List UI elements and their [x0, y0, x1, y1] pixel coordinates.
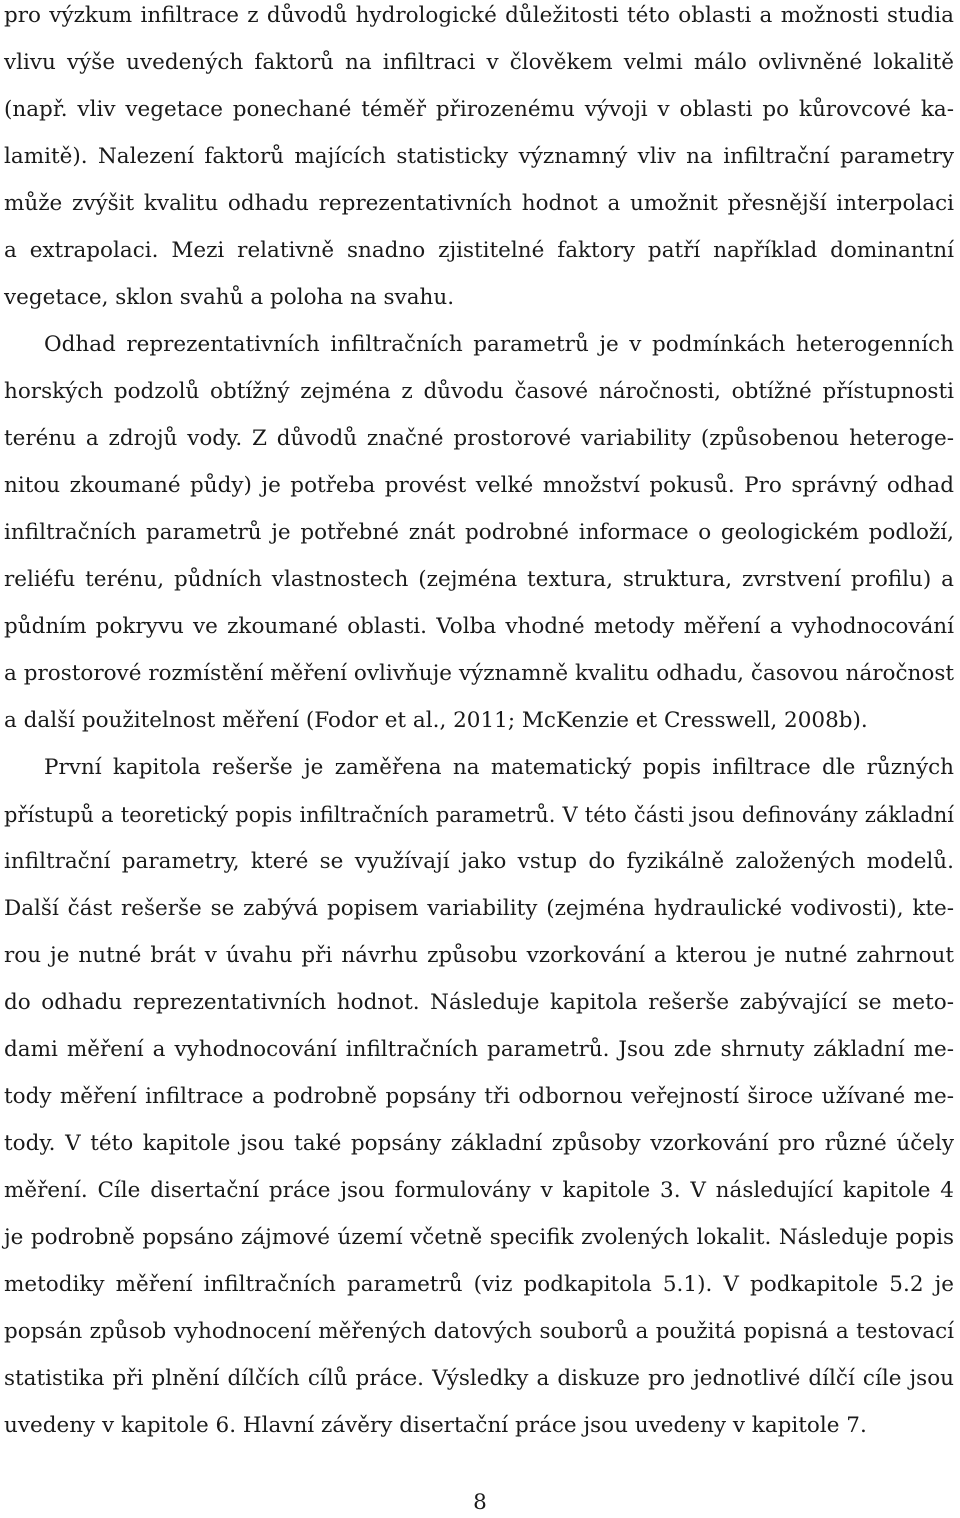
page-number: 8	[473, 1490, 487, 1515]
text-line: a extrapolaci. Mezi relativně snadno zjistitelné faktory patří například dominantní	[4, 238, 954, 263]
text-line: přístupů a teoretický popis infiltračních parametrů. V této části jsou definovány základní	[4, 802, 954, 827]
text-line: Další část rešerše se zabývá popisem variability (zejména hydraulické vodivosti), kte-	[4, 896, 954, 921]
text-line: terénu a zdrojů vody. Z důvodů značné prostorové variability (způsobenou heteroge-	[4, 426, 954, 451]
text-line: a prostorové rozmístění měření ovlivňuje významně kvalitu odhadu, časovou náročnost	[4, 661, 954, 686]
text-line: reliéfu terénu, půdních vlastnostech (zejména textura, struktura, zvrstvení profilu) a	[4, 567, 954, 592]
text-line: Odhad reprezentativních infiltračních parametrů je v podmínkách heterogenních	[44, 332, 954, 357]
text-line: rou je nutné brát v úvahu při návrhu způsobu vzorkování a kterou je nutné zahrnout	[4, 943, 954, 968]
text-line: tody. V této kapitole jsou také popsány základní způsoby vzorkování pro různé účely	[4, 1131, 954, 1156]
text-line: a další použitelnost měření (Fodor et al., 2011; McKenzie et Cresswell, 2008b).	[4, 708, 868, 733]
text-line: půdním pokryvu ve zkoumané oblasti. Volba vhodné metody měření a vyhodnocování	[4, 614, 954, 639]
text-line: pro výzkum infiltrace z důvodů hydrologické důležitosti této oblasti a možnosti studia	[4, 3, 954, 28]
text-line: měření. Cíle disertační práce jsou formulovány v kapitole 3. V následující kapitole 4	[4, 1178, 954, 1203]
text-line: (např. vliv vegetace ponechané téměř přirozenému vývoji v oblasti po kůrovcové ka-	[4, 97, 954, 122]
text-line: do odhadu reprezentativních hodnot. Následuje kapitola rešerše zabývající se meto-	[4, 990, 954, 1015]
text-line: metodiky měření infiltračních parametrů (viz podkapitola 5.1). V podkapitole 5.2 je	[4, 1272, 954, 1297]
text-line: vegetace, sklon svahů a poloha na svahu.	[4, 285, 455, 310]
text-line: První kapitola rešerše je zaměřena na matematický popis infiltrace dle různých	[44, 755, 954, 780]
text-line: horských podzolů obtížný zejména z důvodu časové náročnosti, obtížné přístupnosti	[4, 379, 954, 404]
text-line: může zvýšit kvalitu odhadu reprezentativních hodnot a umožnit přesnější interpolaci	[4, 191, 954, 216]
text-line: lamitě). Nalezení faktorů majících statisticky významný vliv na infiltrační parametry	[4, 144, 954, 169]
text-line: popsán způsob vyhodnocení měřených datových souborů a použitá popisná a testovací	[4, 1319, 954, 1344]
text-line: je podrobně popsáno zájmové území včetně specifik zvolených lokalit. Následuje popis	[4, 1225, 954, 1250]
text-line: statistika při plnění dílčích cílů práce. Výsledky a diskuze pro jednotlivé dílčí cíle jsou	[4, 1366, 954, 1391]
text-line: infiltračních parametrů je potřebné znát podrobné informace o geologickém podloží,	[4, 520, 954, 545]
text-line: nitou zkoumané půdy) je potřeba provést velké množství pokusů. Pro správný odhad	[4, 473, 954, 498]
text-line: tody měření infiltrace a podrobně popsány tři odbornou veřejností široce užívané me-	[4, 1084, 954, 1109]
text-line: infiltrační parametry, které se využívají jako vstup do fyzikálně založených modelů.	[4, 849, 954, 874]
text-line: dami měření a vyhodnocování infiltračních parametrů. Jsou zde shrnuty základní me-	[4, 1037, 954, 1062]
text-line: vlivu výše uvedených faktorů na infiltraci v člověkem velmi málo ovlivněné lokalitě	[4, 50, 954, 75]
text-line: uvedeny v kapitole 6. Hlavní závěry disertační práce jsou uvedeny v kapitole 7.	[4, 1413, 867, 1438]
